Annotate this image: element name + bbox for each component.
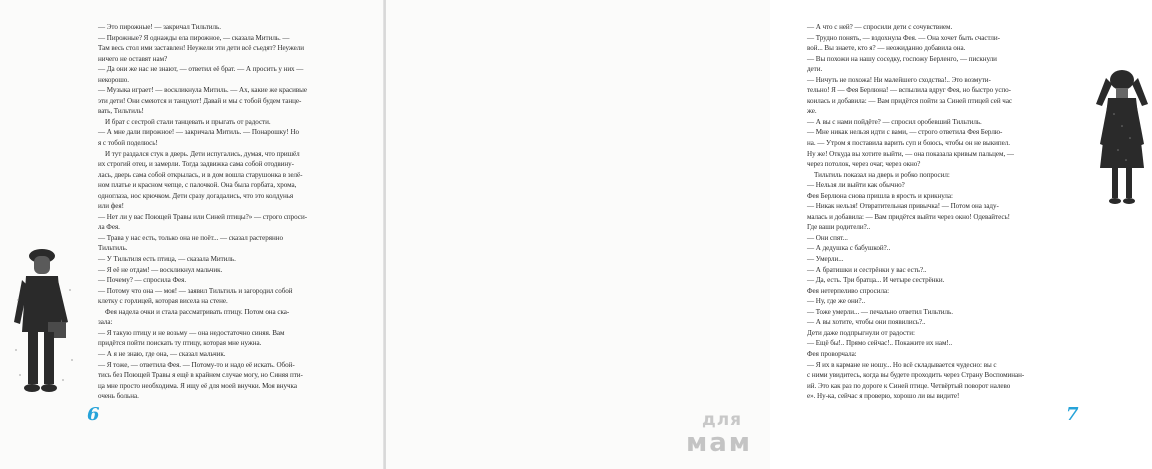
text-line: ца мне просто необходима. Я ищу её для моей внучки. Моя внучка xyxy=(98,381,297,390)
text-line: — Трава у нас есть, только она не поёт... — сказал растерянно xyxy=(98,233,283,242)
text-line: очень больна. xyxy=(98,392,139,401)
text-line: малась и добавила: — Вам придётся выйти через окно! Одевайтесь! xyxy=(807,212,1010,221)
left-page xyxy=(0,0,384,469)
text-line: — Это пирожные! — закричал Тильтиль. xyxy=(98,23,221,31)
left-page-number: 6 xyxy=(87,404,100,425)
right-page-number: 7 xyxy=(1066,404,1079,425)
text-line: с ними увидитесь, когда вы будете проходить через Страну Воспоминан- xyxy=(807,371,1025,380)
text-line: или фея! xyxy=(98,202,124,211)
text-line: — А я не знаю, где она, — сказал мальчик. xyxy=(98,349,226,358)
text-line: — Трудно понять, — вздохнула Фея. — Она хочет быть счастли- xyxy=(807,33,1000,42)
text-line: тись без Поющей Травы я ещё в крайнем случае могу, но Синяя пти- xyxy=(98,371,303,380)
text-line: — Я их в кармане не ношу... Но всё складывается чудесно: вы с xyxy=(807,360,997,369)
text-line: клетку с горлицей, которая висела на стене. xyxy=(98,297,228,306)
text-line: — Вы похожи на нашу соседку, госпожу Берленго, — пискнули xyxy=(807,54,997,63)
text-line: — Да, есть. Три братца... И четыре сестрёнки. xyxy=(807,276,945,285)
text-line: — Почему? — спросила Фея. xyxy=(98,276,187,285)
text-line: ий. Это как раз по дороге к Синей птице. Четвёртый поворот налево xyxy=(807,381,1011,390)
watermark-logo xyxy=(680,410,765,465)
text-line: вой... Вы знаете, кто я? — неожиданно добавила она. xyxy=(807,44,966,53)
text-line: ном платье и красном чепце, с палочкой. Она была горбата, хрома, xyxy=(98,181,297,190)
text-line: — Я такую птицу и не возьму — она недостаточно синяя. Вам xyxy=(98,328,285,337)
text-line: их строгий отец, и замерли. Тогда задвижка сама собой отодвину- xyxy=(98,160,294,169)
text-line: Фея проворчала: xyxy=(807,349,857,358)
text-line: е». Ну-ка, сейчас я проверю, хорошо ли вы видите! xyxy=(807,392,960,401)
text-line: — У Тильтиля есть птица, — сказала Митиль. xyxy=(98,255,236,264)
text-line: — Умерли... xyxy=(807,255,844,264)
watermark-line2: мам xyxy=(686,428,753,458)
text-line: — Музыка играет! — воскликнула Митиль. — Ах, какие же красивые xyxy=(98,86,307,95)
text-line: Ну же! Откуда вы хотите выйти, — она показала кривым пальцем, — xyxy=(807,149,1014,158)
text-line: одноглаза, нос крючком. Дети сразу догадались, что это колдунья xyxy=(98,191,294,200)
text-line: дети. xyxy=(807,65,823,74)
text-line: эти дети! Они смеются и танцуют! Давай и мы с тобой будем танце- xyxy=(98,96,302,105)
text-line: — Да они же нас не знают, — ответил её брат. — А просить у них — xyxy=(98,65,304,74)
text-line: — А вы хотите, чтобы они появились?.. xyxy=(807,318,926,327)
text-line: — А мне дали пирожное! — закричала Митиль. — Понарошку! Но xyxy=(98,128,300,137)
left-page-text xyxy=(98,22,363,402)
text-line: Фея нетерпеливо спросила: xyxy=(807,286,890,295)
text-line: Фея Берлюна снова пришла в ярость и крикнула: xyxy=(807,191,953,200)
text-line: — Нельзя ли выйти как обычно? xyxy=(807,181,905,190)
text-line: ничего не оставят нам? xyxy=(98,54,168,63)
text-line: — Потому что она — моя! — заявил Тильтиль и загородил собой xyxy=(98,286,293,295)
text-line: — Тоже умерли... — печально ответил Тильтиль. xyxy=(807,307,953,316)
text-line: — Ну, где же они?.. xyxy=(807,297,866,306)
text-line: же. xyxy=(807,107,817,116)
text-line: — Пирожные? Я однажды ела пирожное, — сказала Митиль. — xyxy=(98,33,290,42)
text-line: Дети даже подпрыгнули от радости: xyxy=(807,328,915,337)
text-line: тельно! Я — Фея Берлюна! — вспылила вдруг Фея, но быстро успо- xyxy=(807,86,1011,95)
text-line: — Они спят... xyxy=(807,233,848,242)
text-line: Тильтиль показал на дверь и робко попросил: xyxy=(814,170,950,179)
text-line: И брат с сестрой стали танцевать и прыгать от радости. xyxy=(105,117,271,126)
text-line: я с тобой поделюсь! xyxy=(98,139,158,148)
text-line: Фея надела очки и стала рассматривать птицу. Потом она ска- xyxy=(105,307,290,316)
text-line: через потолок, через очаг, через окно? xyxy=(807,160,921,169)
text-line: Тильтиль. xyxy=(98,244,128,253)
text-line: придётся пойти поискать ту птицу, которая мне нужна. xyxy=(98,339,262,348)
text-line: — А что с ней? — спросили дети с сочувствием. xyxy=(807,23,953,31)
text-line: — Никак нельзя! Отвратительная привычка! — Потом она заду- xyxy=(807,202,999,211)
text-line: И тут раздался стук в дверь. Дети испугались, думая, что пришёл xyxy=(105,149,300,158)
right-page-text xyxy=(807,22,1077,402)
text-line: вать, Тильтиль! xyxy=(98,107,144,116)
watermark-line1: для xyxy=(702,410,743,430)
text-line: некорошо. xyxy=(98,75,130,84)
text-line: коилась и добавила: — Вам придётся пойти за Синей птицей сей час xyxy=(807,96,1013,105)
text-line: — Ещё бы!.. Прямо сейчас!.. Покажите их нам!.. xyxy=(807,339,953,348)
text-line: — Нет ли у вас Поющей Травы или Синей птицы?» — строго спроси- xyxy=(98,212,308,221)
text-line: зала: xyxy=(98,318,113,327)
text-line: лась, дверь сама собой открылась, и в дом вошла старушонка в зелё- xyxy=(98,170,303,179)
text-line: — Ничуть не похожа! Ни малейшего сходства!.. Это возмути- xyxy=(807,75,991,84)
text-line: Где ваши родители?.. xyxy=(807,223,871,232)
text-line: — А братишки и сестрёнки у вас есть?.. xyxy=(807,265,927,274)
text-line: Там весь стол ими заставлен! Неужели эти дети всё съедят? Неужели xyxy=(98,44,304,53)
text-line: на. — Утром я поставила варить суп и боюсь, чтобы он не выкипел. xyxy=(807,139,1010,148)
boy-illustration xyxy=(8,240,80,400)
right-page xyxy=(386,0,1079,469)
text-line: — Я тоже, — ответила Фея. — Потому-то и надо её искать. Обой- xyxy=(98,360,295,369)
text-line: — А дедушка с бабушкой?.. xyxy=(807,244,891,253)
text-line: — Я её не отдам! — воскликнул мальчик. xyxy=(98,265,223,274)
girl-illustration xyxy=(1092,64,1152,214)
text-line: — А вы с нами пойдёте? — спросил оробевший Тильтиль. xyxy=(807,117,982,126)
text-line: ла Фея. xyxy=(98,223,120,232)
text-line: — Мне никак нельзя идти с вами, — строго ответила Фея Берлю- xyxy=(807,128,1003,137)
